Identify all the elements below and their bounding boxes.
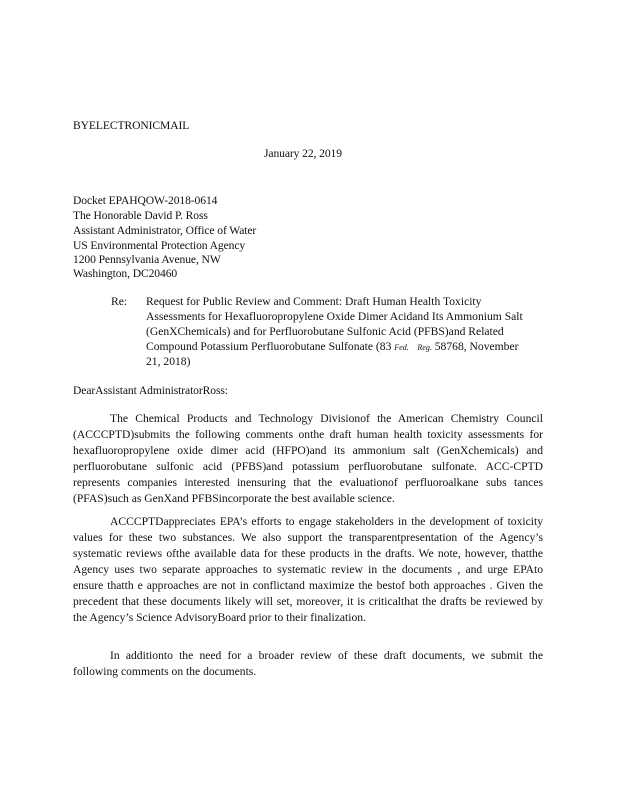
body-paragraph-1: The Chemical Products and Technology Divisionof the American Chemistry Council (ACCCPTD)submits the following comments onthe draft human health toxicity assessments for hexafluoropropylene oxide dimer acid (HFPO)and its ammonium salt (GenXchemicals) and perfluorobutane sulfonic acid (PFBS)and potassium perfluorobutane sulfonate. ACC-CPTD represents companies interested inensuring that the evaluationof perfluoroalkane subs tances (PFAS)such as GenXand PFBSincorporate the best available science.	[73, 412, 543, 505]
recipient-name: The Honorable David P. Ross	[73, 209, 208, 222]
recipient-street: 1200 Pennsylvania Avenue, NW	[73, 253, 221, 266]
subject-line-4	[146, 339, 543, 355]
recipient-agency: US Environmental Protection Agency	[73, 239, 246, 252]
subject-line-2: Assessments for Hexafluoropropylene Oxide Dimer Acidand Its Ammonium Salt	[146, 310, 523, 323]
docket-number: Docket EPAHQOW-2018-0614	[73, 194, 218, 207]
salutation: DearAssistant AdministratorRoss:	[73, 384, 228, 397]
subject-line-5: 21, 2018)	[146, 355, 191, 368]
body-paragraph-3: In additionto the need for a broader review of these draft documents, we submit the following comments on the documents.	[73, 649, 543, 678]
subject-line-4-end: 58768, November	[431, 340, 519, 353]
recipient-title: Assistant Administrator, Office of Water	[73, 224, 257, 237]
register-abbrev: Reg.	[417, 343, 432, 352]
federal-abbrev: Fed.	[394, 343, 409, 352]
subject-line-1: Request for Public Review and Comment: Draft Human Health Toxicity	[146, 295, 482, 308]
subject-line-3: (GenXChemicals) and for Perfluorobutane Sulfonic Acid (PFBS)and Related	[146, 325, 504, 338]
delivery-method: BYELECTRONICMAIL	[73, 119, 190, 132]
letter-date: January 22, 2019	[264, 147, 342, 160]
recipient-city: Washington, DC20460	[73, 267, 178, 280]
body-paragraph-2: ACCCPTDappreciates EPA’s efforts to engage stakeholders in the development of toxicity values for these two substances. We also support the transparentpresentation of the Agency’s systematic reviews ofthe available data for these products in the drafts. We note, however, thatthe Agency uses two separate approaches to systematic review in the documents , and urge EPAto ensure thatth e approaches are not in conflictand maximize the bestof both approaches . Given the precedent that these documents likely will set, moreover, it is criticalthat the drafts be reviewed by the Agency’s Science AdvisoryBoard prior to their finalization.	[73, 515, 543, 624]
subject-label: Re:	[111, 295, 128, 308]
subject-line-4-text: Compound Potassium Perfluorobutane Sulfonate (83	[146, 340, 395, 353]
